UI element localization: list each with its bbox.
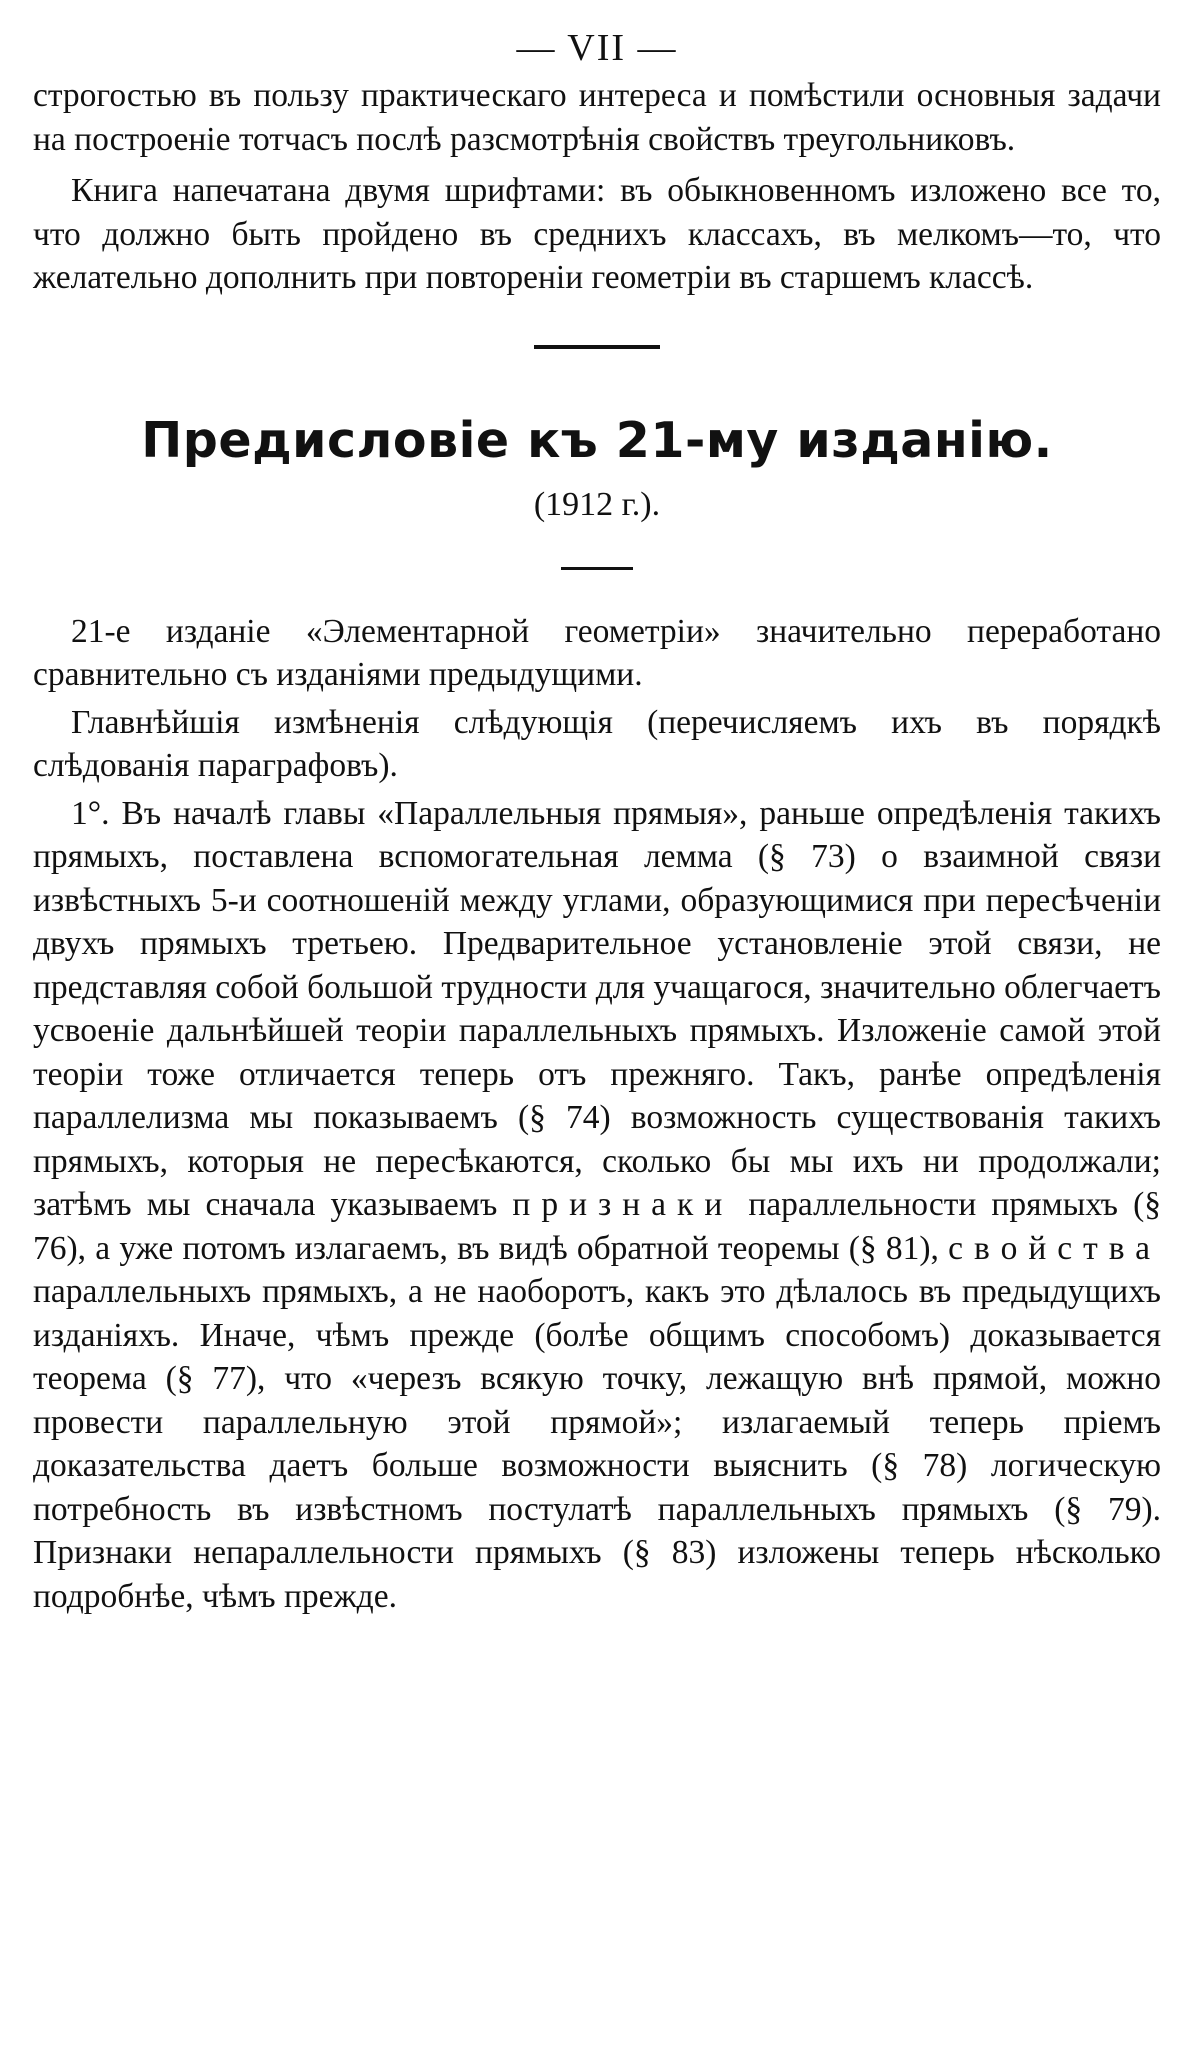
preface-paragraph-1: 21-е изданіе «Элементарной геометріи» значительно переработано сравнительно съ изданіями предыдущими. [33, 612, 1161, 693]
item1-emphasis-signs: признаки [512, 1186, 734, 1223]
item1-text-part2: параллельности прямыхъ (§ 76), а уже потомъ излагаемъ, въ видѣ обратной теоремы (§ 81), [33, 1186, 1162, 1267]
preface-item-1 [33, 792, 1161, 1619]
item1-text-part3: параллельныхъ прямыхъ, а не наоборотъ, какъ это дѣлалось въ предыдущихъ изданіяхъ. Иначе, чѣмъ прежде (болѣе общимъ способомъ) доказывается теорема (§ 77), что «черезъ всякую точку, лежащую внѣ прямой, можно провести параллельную этой прямой»; излагаемый теперь пріемъ доказательства даетъ больше возможности выяснить (§ 78) логическую потребность въ извѣстномъ постулатѣ параллельныхъ прямыхъ (§ 79). Признаки непараллельности прямыхъ (§ 83) изложены теперь нѣсколько подробнѣе, чѣмъ прежде. [33, 1273, 1161, 1615]
preface-paragraph-2: Главнѣйшія измѣненія слѣдующія (перечисляемъ ихъ въ порядкѣ слѣдованія параграфовъ). [33, 703, 1161, 784]
item1-text-part1: 1°. Въ началѣ главы «Параллельныя прямыя», раньше опредѣленія такихъ прямыхъ, поставлена вспомогательная лемма (§ 73) о взаимной связи извѣстныхъ 5-и соотношеній между углами, образующимися при пересѣченіи двухъ прямыхъ третьею. Предварительное установленіе этой связи, не представляя собой большой трудности для учащагося, значительно облегчаетъ усвоеніе дальнѣйшей теоріи параллельныхъ прямыхъ. Изложеніе самой этой теоріи тоже отличается теперь отъ прежняго. Такъ, ранѣе опредѣленія параллелизма мы показываемъ (§ 74) возможность существованія такихъ прямыхъ, которыя не пересѣкаются, сколько бы мы ихъ ни продолжали; затѣмъ мы сначала указываемъ [33, 794, 1161, 1223]
section-body [33, 610, 1161, 1619]
section-title: Предисловіе къ 21-му изданію. [141, 411, 1053, 469]
page [33, 0, 1161, 1618]
title-divider [561, 567, 633, 570]
page-number: — VII — [516, 27, 678, 69]
section-year: (1912 г.). [533, 485, 661, 523]
intro-paragraph-continued: строгостью въ пользу практическаго интереса и помѣстили основныя задачи на построеніе тотчасъ послѣ разсмотрѣнія свойствъ треугольниковъ. [33, 77, 1161, 158]
section-divider [534, 345, 660, 349]
item1-emphasis-properties: свойства [948, 1229, 1161, 1267]
intro-paragraph-fonts: Книга напечатана двумя шрифтами: въ обыкновенномъ изложено все то, что должно быть пройдено въ средниxъ классахъ, въ мелкомъ—то, что желательно дополнить при повтореніи геометріи въ старшемъ классѣ. [33, 172, 1161, 296]
